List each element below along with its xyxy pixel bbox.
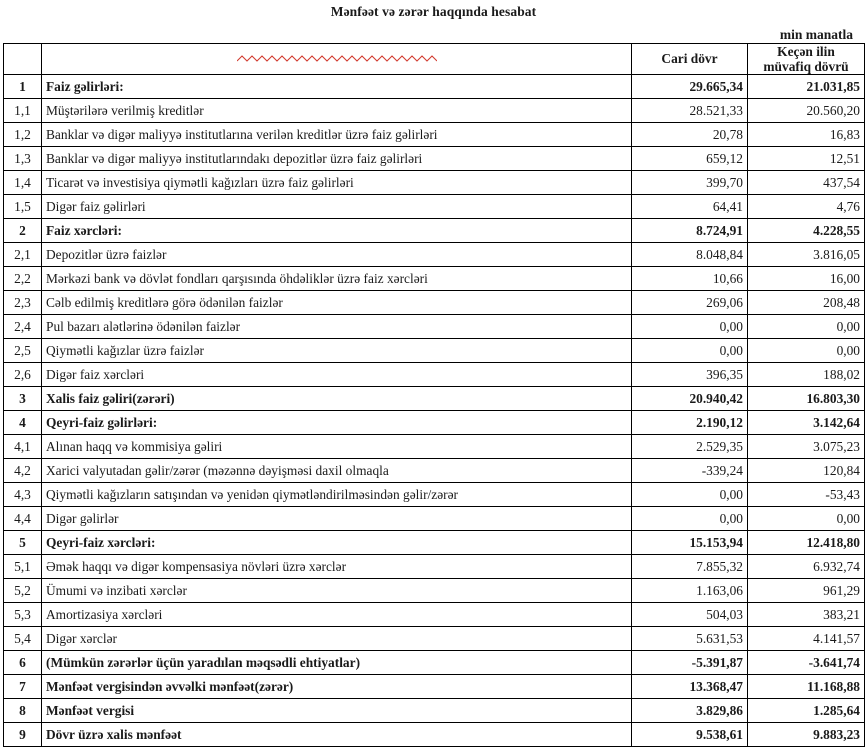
table-row [4,243,865,267]
row-label: Cəlb edilmiş kreditlərə görə ödənilən faizlər [42,291,632,315]
row-current-value: 1.163,06 [632,579,748,603]
row-current-value: 20.940,42 [632,387,748,411]
header-current-period: Cari dövr [632,44,748,75]
row-current-value: 13.368,47 [632,675,748,699]
row-index: 2,6 [4,363,42,387]
row-current-value: 64,41 [632,195,748,219]
row-index: 1,5 [4,195,42,219]
row-index: 1,2 [4,123,42,147]
row-current-value: 28.521,33 [632,99,748,123]
table-row [4,435,865,459]
row-index: 2,1 [4,243,42,267]
page-title: Mənfəət və zərər haqqında hesabat [330,3,537,19]
table-row [4,699,865,723]
row-label: Digər gəlirlər [42,507,632,531]
row-current-value: 15.153,94 [632,531,748,555]
row-index: 7 [4,675,42,699]
row-label: Ticarət və investisiya qiymətli kağızları üzrə faiz gəlirləri [42,171,632,195]
table-row [4,315,865,339]
header-previous-line1: Keçən ilin [777,44,835,59]
row-label: Banklar və digər maliyyə institutlarına verilən kreditlər üzrə faiz gəlirləri [42,123,632,147]
row-index: 5,4 [4,627,42,651]
row-current-value: 29.665,34 [632,75,748,99]
row-previous-value: 4.228,55 [748,219,865,243]
row-label: Banklar və digər maliyyə institutlarındakı depozitlər üzrə faiz gəlirləri [42,147,632,171]
row-previous-value: 16,83 [748,123,865,147]
row-current-value: 0,00 [632,339,748,363]
row-index: 2,4 [4,315,42,339]
table-row [4,99,865,123]
row-label: Əmək haqqı və digər kompensasiya növləri üzrə xərclər [42,555,632,579]
table-row [4,171,865,195]
row-index: 1,1 [4,99,42,123]
row-current-value: 7.855,32 [632,555,748,579]
table-row [4,219,865,243]
table-row [4,555,865,579]
header-previous-line2: müvafiq dövrü [763,59,849,74]
row-current-value: 8.048,84 [632,243,748,267]
header-name-cell [42,44,632,75]
row-label: Qeyri-faiz gəlirləri: [42,411,632,435]
row-index: 4,1 [4,435,42,459]
table-row [4,363,865,387]
table-row [4,411,865,435]
row-label: Mənfəət vergisi [42,699,632,723]
row-label: Mərkəzi bank və dövlət fondları qarşısında öhdəliklər üzrə faiz xərcləri [42,267,632,291]
row-index: 4,4 [4,507,42,531]
row-label: Faiz gəlirləri: [42,75,632,99]
row-index: 5 [4,531,42,555]
row-index: 8 [4,699,42,723]
table-row [4,459,865,483]
row-label: Amortizasiya xərcləri [42,603,632,627]
row-previous-value: 11.168,88 [748,675,865,699]
document-title-bar [0,0,867,23]
row-previous-value: 3.142,64 [748,411,865,435]
table-row [4,531,865,555]
row-current-value: 9.538,61 [632,723,748,747]
row-current-value: 5.631,53 [632,627,748,651]
row-index: 4,3 [4,483,42,507]
row-current-value: 2.190,12 [632,411,748,435]
row-previous-value: 3.075,23 [748,435,865,459]
row-previous-value: 120,84 [748,459,865,483]
row-current-value: 2.529,35 [632,435,748,459]
row-label: Depozitlər üzrə faizlər [42,243,632,267]
row-current-value: 20,78 [632,123,748,147]
profit-loss-table [3,43,865,747]
table-row [4,723,865,747]
table-row [4,651,865,675]
table-row [4,123,865,147]
row-index: 1,3 [4,147,42,171]
row-label: Qeyri-faiz xərcləri: [42,531,632,555]
row-previous-value: 3.816,05 [748,243,865,267]
row-index: 4 [4,411,42,435]
row-current-value: 0,00 [632,507,748,531]
row-index: 9 [4,723,42,747]
row-current-value: 10,66 [632,267,748,291]
row-previous-value: 0,00 [748,507,865,531]
table-row [4,339,865,363]
row-index: 2,2 [4,267,42,291]
row-index: 3 [4,387,42,411]
row-label: Digər faiz xərcləri [42,363,632,387]
table-row [4,627,865,651]
header-index-cell [4,44,42,75]
row-current-value: 3.829,86 [632,699,748,723]
row-previous-value: 16,00 [748,267,865,291]
row-label: Qiymətli kağızların satışından və yenidən qiymətləndirilməsindən gəlir/zərər [42,483,632,507]
row-index: 2,3 [4,291,42,315]
row-current-value: 399,70 [632,171,748,195]
table-row [4,579,865,603]
row-previous-value: 0,00 [748,315,865,339]
row-previous-value: 9.883,23 [748,723,865,747]
row-index: 6 [4,651,42,675]
row-label: Mənfəət vergisindən əvvəlki mənfəət(zərər) [42,675,632,699]
row-previous-value: 12.418,80 [748,531,865,555]
row-previous-value: 1.285,64 [748,699,865,723]
row-label: Faiz xərcləri: [42,219,632,243]
row-current-value: -5.391,87 [632,651,748,675]
row-previous-value: 12,51 [748,147,865,171]
table-row [4,267,865,291]
row-previous-value: 16.803,30 [748,387,865,411]
row-previous-value: 21.031,85 [748,75,865,99]
row-index: 1,4 [4,171,42,195]
row-previous-value: 437,54 [748,171,865,195]
row-label: Pul bazarı alətlərinə ödənilən faizlər [42,315,632,339]
row-current-value: 8.724,91 [632,219,748,243]
table-row [4,147,865,171]
row-label: Dövr üzrə xalis mənfəət [42,723,632,747]
row-index: 5,3 [4,603,42,627]
row-previous-value: -53,43 [748,483,865,507]
row-previous-value: 4.141,57 [748,627,865,651]
row-previous-value: 383,21 [748,603,865,627]
table-body [4,75,865,747]
row-current-value: 269,06 [632,291,748,315]
unit-note-bar [0,23,867,43]
row-current-value: 396,35 [632,363,748,387]
row-current-value: 0,00 [632,483,748,507]
row-previous-value: 188,02 [748,363,865,387]
table-header-row [4,44,865,75]
unit-note: min manatla [779,27,853,42]
row-label: Xarici valyutadan gəlir/zərər (məzənnə dəyişməsi daxil olmaqla [42,459,632,483]
row-index: 5,2 [4,579,42,603]
row-current-value: -339,24 [632,459,748,483]
row-previous-value: 4,76 [748,195,865,219]
row-previous-value: 0,00 [748,339,865,363]
row-label: Qiymətli kağızlar üzrə faizlər [42,339,632,363]
row-current-value: 504,03 [632,603,748,627]
table-row [4,75,865,99]
row-previous-value: 208,48 [748,291,865,315]
row-label: Ümumi və inzibati xərclər [42,579,632,603]
row-label: Digər xərclər [42,627,632,651]
row-label: Digər faiz gəlirləri [42,195,632,219]
header-previous-period [748,44,865,75]
table-row [4,291,865,315]
table-row [4,387,865,411]
row-previous-value: 20.560,20 [748,99,865,123]
row-previous-value: 6.932,74 [748,555,865,579]
table-row [4,603,865,627]
row-index: 1 [4,75,42,99]
spellcheck-squiggle-icon [237,53,437,65]
row-current-value: 659,12 [632,147,748,171]
row-index: 2 [4,219,42,243]
row-label: Müştərilərə verilmiş kreditlər [42,99,632,123]
row-label: (Mümkün zərərlər üçün yaradılan məqsədli ehtiyatlar) [42,651,632,675]
row-label: Alınan haqq və kommisiya gəliri [42,435,632,459]
table-row [4,675,865,699]
row-previous-value: 961,29 [748,579,865,603]
row-label: Xalis faiz gəliri(zərəri) [42,387,632,411]
table-row [4,507,865,531]
row-index: 2,5 [4,339,42,363]
row-current-value: 0,00 [632,315,748,339]
table-row [4,195,865,219]
row-previous-value: -3.641,74 [748,651,865,675]
row-index: 4,2 [4,459,42,483]
table-row [4,483,865,507]
row-index: 5,1 [4,555,42,579]
